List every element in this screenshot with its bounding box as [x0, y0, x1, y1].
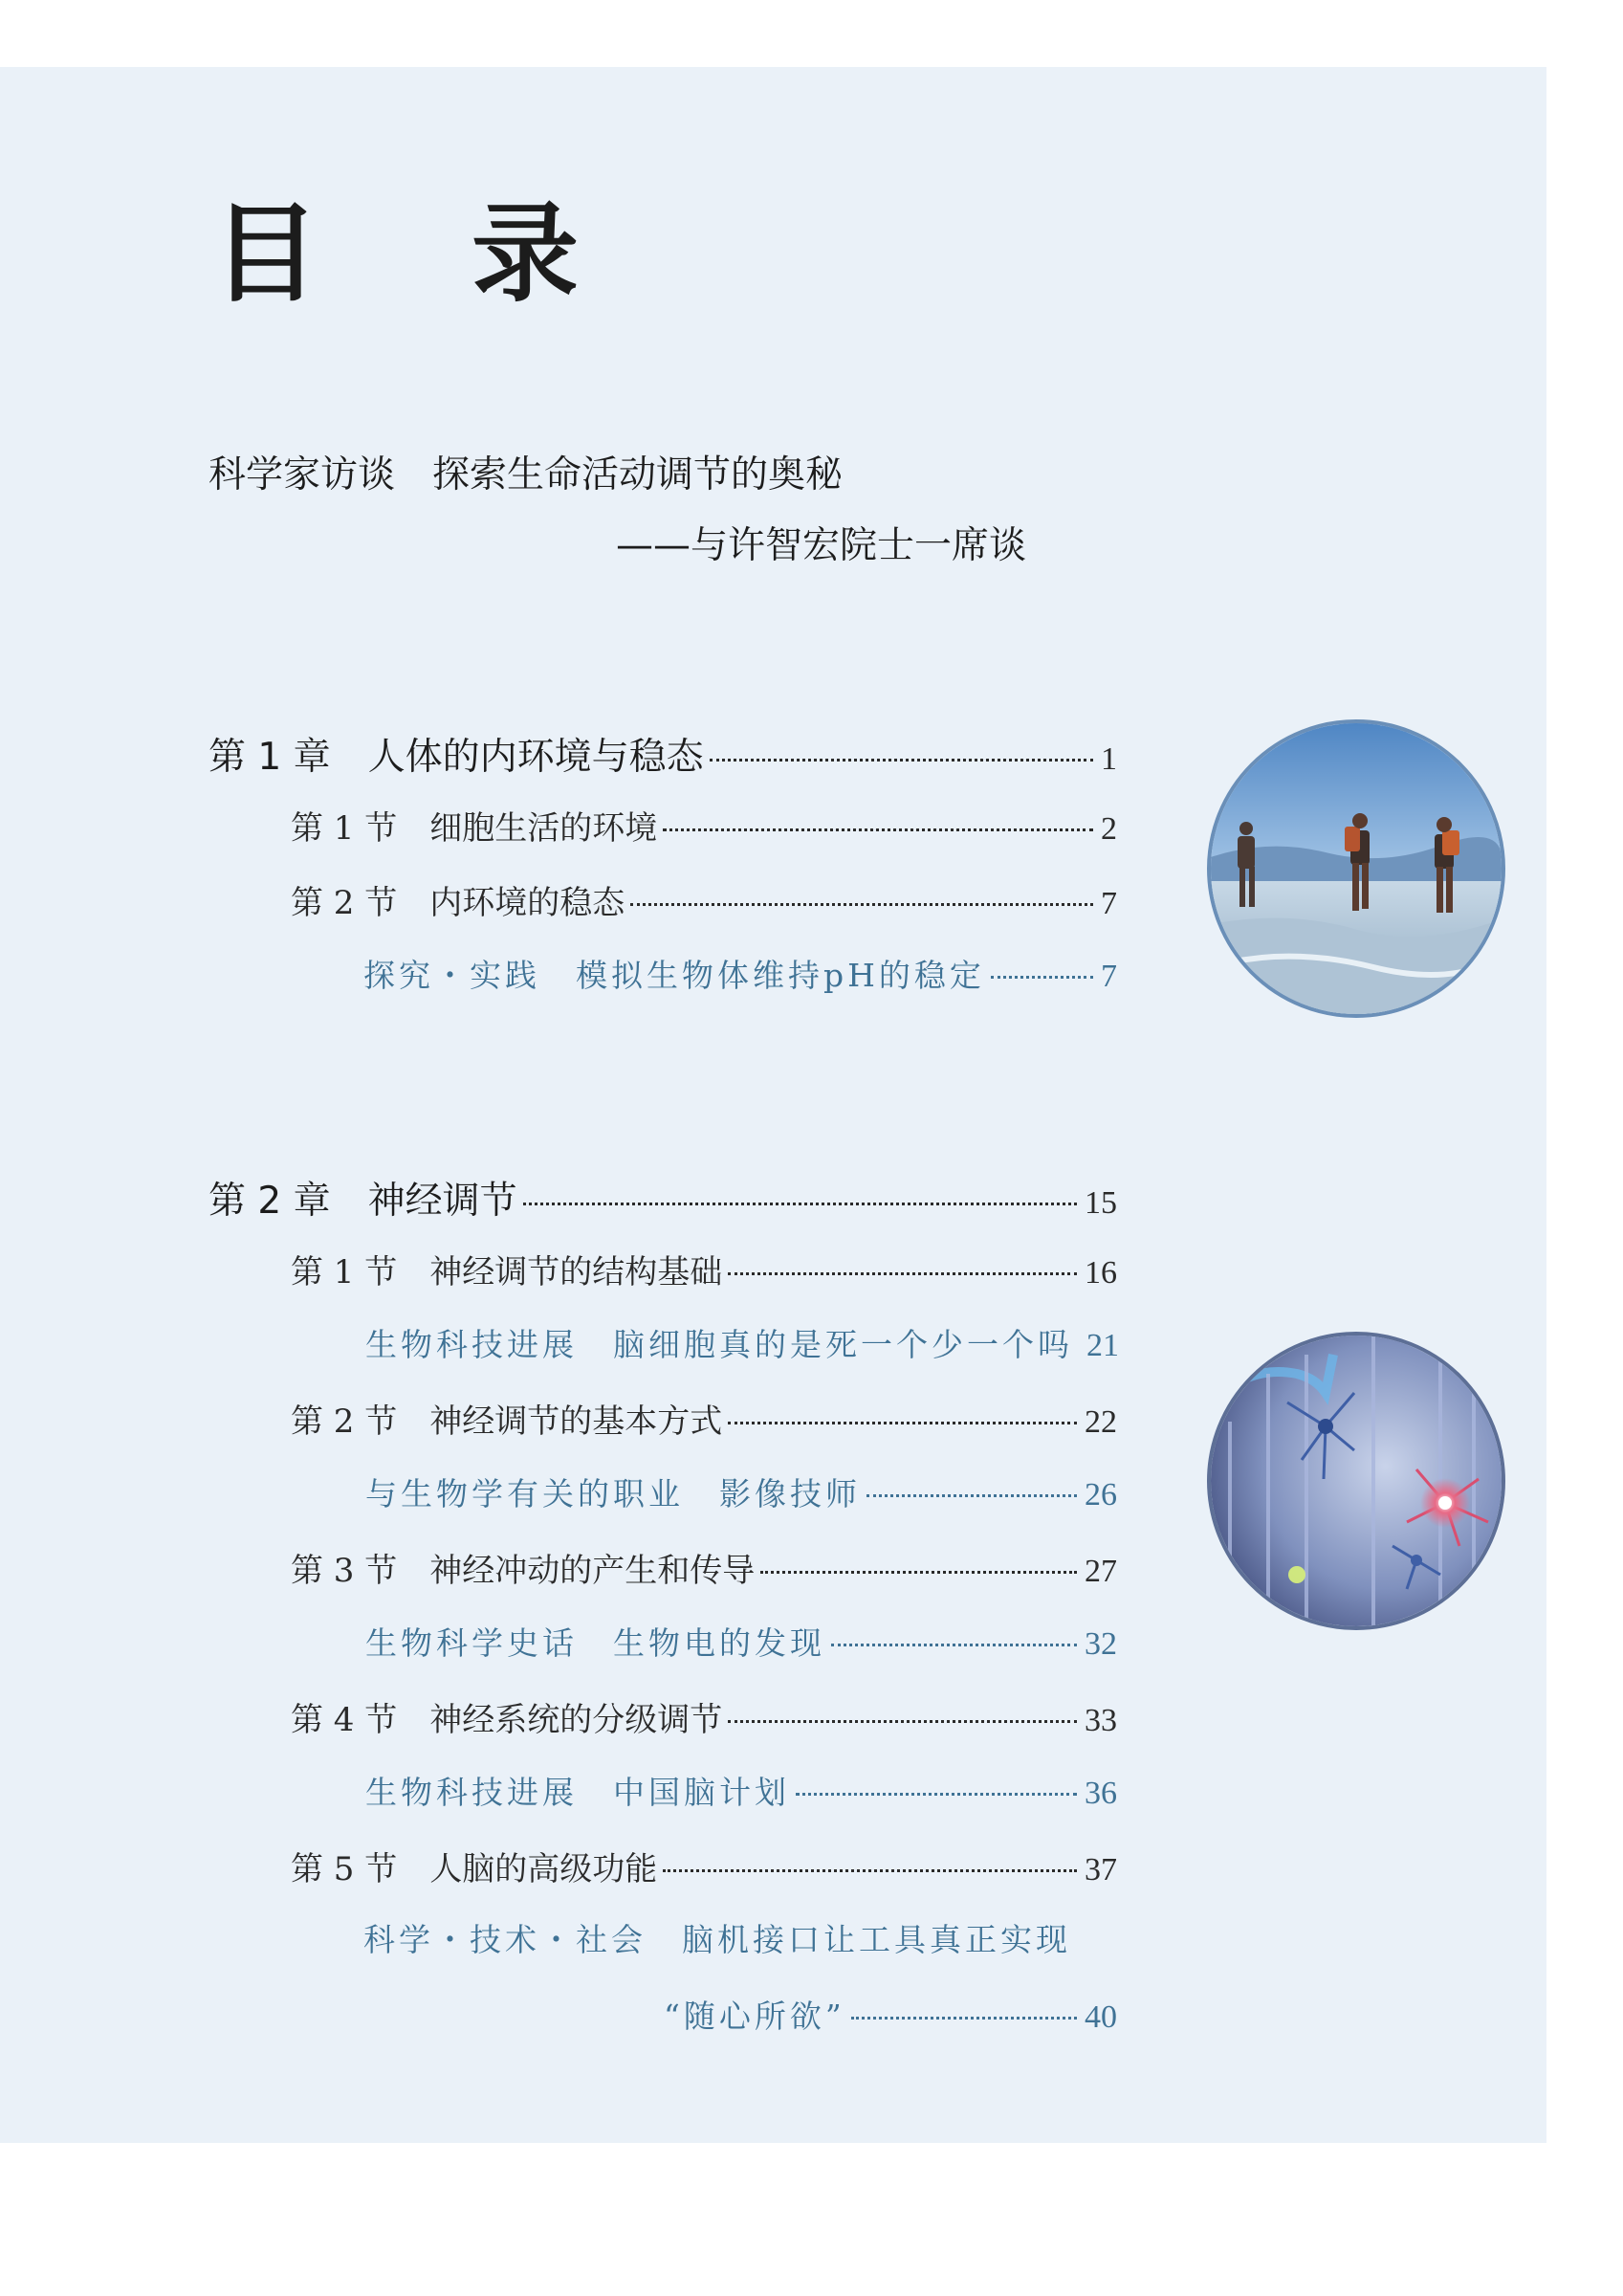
toc-section-label: 第 1 节 细胞生活的环境	[291, 809, 658, 848]
toc-page-number: 32	[1085, 1626, 1117, 1662]
toc-page-number: 2	[1101, 811, 1117, 847]
toc-chapter-label: 第 1 章 人体的内环境与稳态	[208, 736, 704, 779]
toc-section-label: 第 4 节 神经系统的分级调节	[291, 1701, 723, 1739]
toc-section[interactable]	[291, 1693, 1117, 1740]
toc-feature[interactable]	[363, 951, 1117, 996]
dot-leader	[630, 903, 1093, 906]
toc-section-label: 第 1 节 神经调节的结构基础	[291, 1253, 723, 1292]
toc-section[interactable]	[291, 802, 1117, 849]
toc-page-number: 26	[1085, 1477, 1117, 1512]
page-title: 目 录	[212, 191, 636, 317]
neuron-illustration	[1207, 1332, 1505, 1630]
toc-page-number: 22	[1085, 1404, 1117, 1440]
toc-feature-label-continued: “随心所欲”	[664, 1998, 845, 2035]
toc-page-number: 40	[1085, 1999, 1117, 2035]
toc-page-number: 33	[1085, 1703, 1117, 1738]
toc-feature-label: 探究・实践 模拟生物体维持pH的稳定	[363, 957, 985, 994]
toc-feature[interactable]	[365, 1768, 1117, 1813]
interview-title: 科学家访谈 探索生命活动调节的奥秘	[208, 453, 844, 497]
dot-leader	[831, 1644, 1077, 1646]
toc-page-number: 37	[1085, 1852, 1117, 1888]
toc-feature-label: 与生物学有关的职业 影像技师	[365, 1475, 861, 1512]
dot-leader	[728, 1720, 1077, 1723]
toc-feature[interactable]	[365, 1469, 1117, 1514]
toc-page-number: 27	[1085, 1554, 1117, 1589]
dot-leader	[760, 1571, 1077, 1574]
toc-section-label: 第 2 节 内环境的稳态	[291, 884, 625, 922]
dot-leader	[851, 2017, 1077, 2020]
toc-section[interactable]	[291, 1395, 1117, 1442]
toc-feature-label: 生物科技进展 脑细胞真的是死一个少一个吗	[365, 1326, 1073, 1363]
dot-leader	[728, 1422, 1077, 1424]
toc-section[interactable]	[291, 876, 1117, 923]
dot-leader	[991, 976, 1093, 979]
toc-section-label: 第 3 节 神经冲动的产生和传导	[291, 1552, 756, 1590]
toc-page-number: 16	[1085, 1255, 1117, 1291]
toc-page-number: 15	[1085, 1185, 1117, 1221]
toc-section[interactable]	[291, 1544, 1117, 1591]
toc-page-number: 36	[1085, 1776, 1117, 1811]
dot-leader	[710, 759, 1093, 762]
polar-expedition-photo	[1207, 719, 1505, 1018]
toc-chapter[interactable]	[208, 1171, 1117, 1225]
toc-chapter-label: 第 2 章 神经调节	[208, 1180, 517, 1223]
toc-page-number: 1	[1101, 741, 1117, 777]
toc-section-label: 第 2 节 神经调节的基本方式	[291, 1402, 723, 1441]
dot-leader	[728, 1272, 1077, 1275]
toc-section[interactable]	[291, 1843, 1117, 1889]
interview-subtitle: ——与许智宏院士一席谈	[616, 524, 1027, 567]
toc-feature-label: 生物科技进展 中国脑计划	[365, 1774, 790, 1811]
toc-page-number: 21	[1086, 1328, 1119, 1363]
toc-feature[interactable]	[365, 1619, 1117, 1664]
toc-feature-label[interactable]: 科学・技术・社会 脑机接口让工具真正实现	[363, 1921, 1071, 1958]
toc-section-label: 第 5 节 人脑的高级功能	[291, 1850, 658, 1888]
toc-feature[interactable]	[664, 1992, 1117, 2037]
dot-leader	[663, 828, 1093, 831]
toc-page-number: 7	[1101, 959, 1117, 994]
dot-leader	[866, 1494, 1077, 1497]
toc-section[interactable]	[291, 1246, 1117, 1292]
toc-page-number: 7	[1101, 886, 1117, 921]
toc-chapter[interactable]	[208, 727, 1117, 781]
toc-feature-label: 生物科学史话 生物电的发现	[365, 1624, 825, 1662]
dot-leader	[663, 1869, 1077, 1872]
toc-feature[interactable]	[365, 1320, 1117, 1365]
dot-leader	[796, 1793, 1077, 1796]
dot-leader	[523, 1203, 1077, 1205]
